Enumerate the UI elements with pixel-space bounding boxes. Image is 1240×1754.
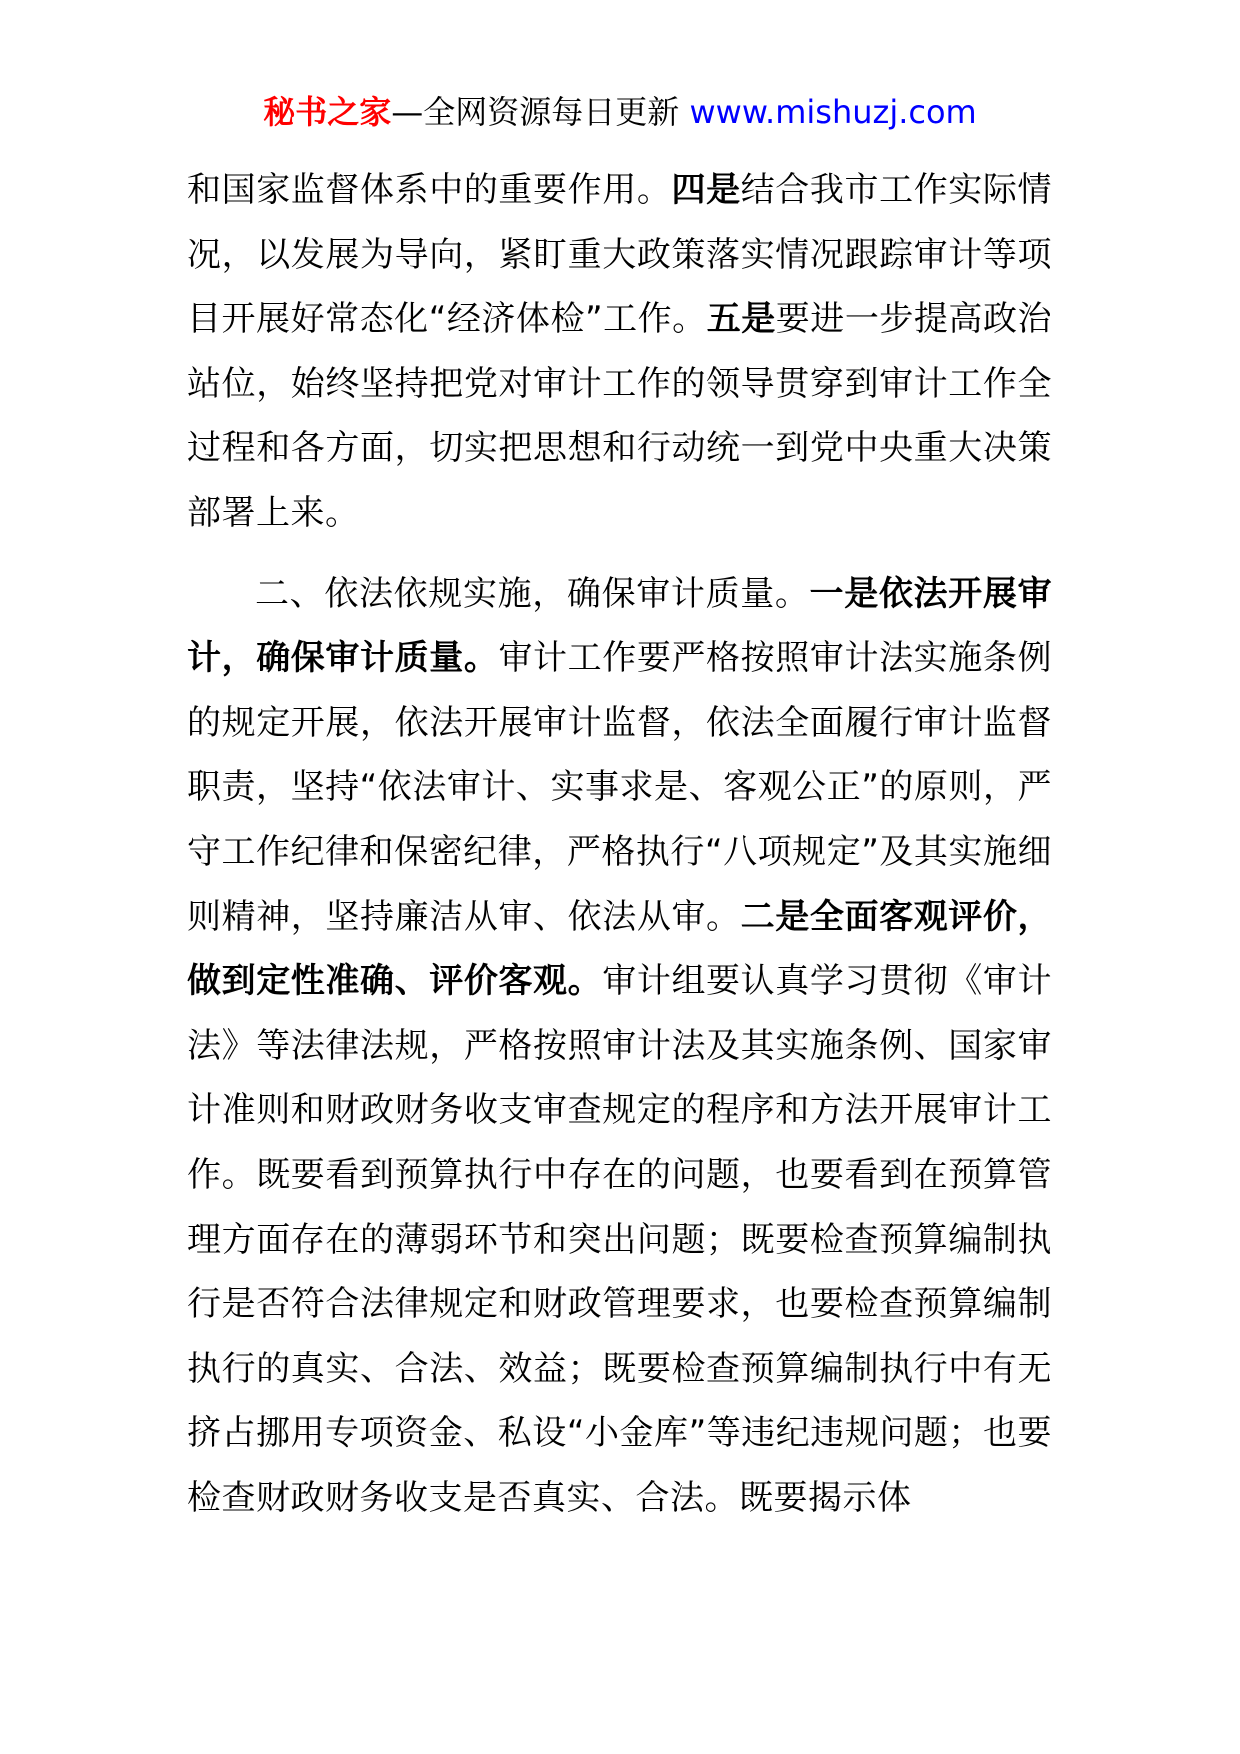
paragraph-section-two bbox=[187, 562, 1052, 1531]
text-segment: 要进一步提高政治站位，始终坚持把党对审计工作的领导贯穿到审计工作全过程和各方面，切实把思想和行动统一到党中央重大决策部署上来。 bbox=[187, 299, 1052, 533]
emphasis-segment: 二是全面客观评价，做到定性准确、评价客观。 bbox=[187, 896, 1053, 1002]
header-tagline: —全网资源每日更新 bbox=[391, 93, 690, 131]
text-segment: 和国家监督体系中的重要作用。 bbox=[187, 170, 672, 210]
document-body bbox=[187, 158, 1052, 1530]
header-brand: 秘书之家 bbox=[263, 93, 392, 131]
paragraph-continued bbox=[187, 158, 1052, 546]
paragraph-gap bbox=[187, 546, 1052, 562]
text-segment: 审计工作要严格按照审计法实施条例的规定开展，依法开展审计监督，依法全面履行审计监督职责，坚持“依法审计、实事求是、客观公正”的原则，严守工作纪律和保密纪律，严格执行“八项规定”及其实施细则精神，坚持廉洁从审、依法从审。 bbox=[187, 638, 1052, 937]
emphasis-segment: 四是 bbox=[671, 170, 741, 210]
section-heading: 二、依法依规实施，确保审计质量。 bbox=[255, 573, 810, 614]
header-url[interactable]: www.mishuzj.com bbox=[689, 93, 977, 131]
text-segment: 结合我市工作实际情况，以发展为导向，紧盯重大政策落实情况跟踪审计等项目开展好常态化“经济体检”工作。 bbox=[187, 170, 1053, 340]
page-header bbox=[0, 92, 1240, 132]
emphasis-segment: 一是依法开展审计，确保审计质量。 bbox=[187, 573, 1053, 679]
emphasis-segment: 五是 bbox=[706, 299, 776, 340]
text-segment: 审计组要认真学习贯彻《审计法》等法律法规，严格按照审计法及其实施条例、国家审计准则和财政财务收支审查规定的程序和方法开展审计工作。既要看到预算执行中存在的问题，也要看到在预算管理方面存在的薄弱环节和突出问题；既要检查预算编制执行是否符合法律规定和财政管理要求，也要检查预算编制执行的真实、合法、效益；既要检查预算编制执行中有无挤占挪用专项资金、私设“小金库”等违纪违规问题；也要检查财政财务收支是否真实、合法。既要揭示体 bbox=[187, 961, 1052, 1518]
